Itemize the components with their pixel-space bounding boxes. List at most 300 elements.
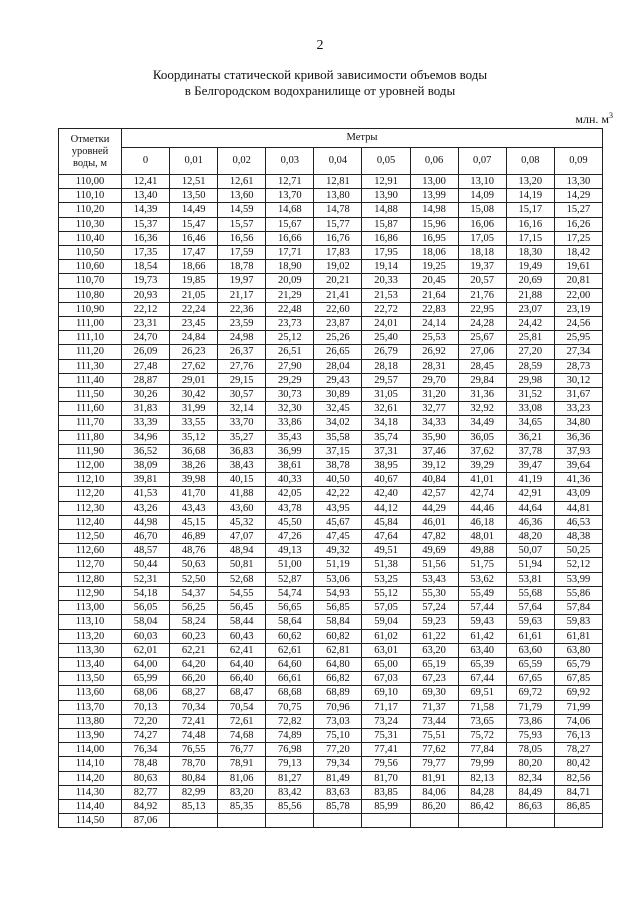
volume-cell: 52,87 <box>266 572 314 586</box>
volume-cell: 29,15 <box>218 373 266 387</box>
table-row <box>59 473 603 487</box>
volume-cell: 47,07 <box>218 530 266 544</box>
column-header: 0,08 <box>506 148 554 175</box>
volume-cell: 47,26 <box>266 530 314 544</box>
volume-cell: 21,29 <box>266 288 314 302</box>
volume-cell: 24,42 <box>506 317 554 331</box>
volume-cell: 44,64 <box>506 501 554 515</box>
volume-cell: 23,45 <box>170 317 218 331</box>
volume-cell: 20,69 <box>506 274 554 288</box>
volume-cell: 44,12 <box>362 501 410 515</box>
page-number: 2 <box>316 38 324 53</box>
volume-cell: 68,27 <box>170 686 218 700</box>
table-row <box>59 657 603 671</box>
table-row <box>59 515 603 529</box>
volume-cell: 68,89 <box>314 686 362 700</box>
volume-cell: 71,79 <box>506 700 554 714</box>
volume-cell: 59,23 <box>410 615 458 629</box>
volume-cell: 19,14 <box>362 260 410 274</box>
volume-cell: 46,01 <box>410 515 458 529</box>
volume-cell: 22,00 <box>554 288 602 302</box>
volume-cell: 21,17 <box>218 288 266 302</box>
volume-cell: 62,81 <box>314 643 362 657</box>
volume-cell: 39,64 <box>554 459 602 473</box>
level-mark-cell: 111,70 <box>59 416 122 430</box>
volume-cell: 21,41 <box>314 288 362 302</box>
table-body <box>59 175 603 828</box>
table-row <box>59 757 603 771</box>
volume-cell: 26,79 <box>362 345 410 359</box>
volume-cell: 59,63 <box>506 615 554 629</box>
volume-cell: 20,09 <box>266 274 314 288</box>
volume-cell: 38,26 <box>170 459 218 473</box>
volume-cell: 25,53 <box>410 331 458 345</box>
volume-cell: 74,68 <box>218 728 266 742</box>
volume-cell: 16,95 <box>410 231 458 245</box>
volume-cell: 75,72 <box>458 728 506 742</box>
level-mark-cell: 112,60 <box>59 544 122 558</box>
volume-cell: 31,67 <box>554 388 602 402</box>
volume-cell: 39,29 <box>458 459 506 473</box>
volume-cell: 64,60 <box>266 657 314 671</box>
table-row <box>59 203 603 217</box>
volume-cell: 13,99 <box>410 189 458 203</box>
volume-cell: 64,80 <box>314 657 362 671</box>
level-mark-cell: 113,70 <box>59 700 122 714</box>
volume-cell: 36,05 <box>458 430 506 444</box>
level-mark-cell: 111,60 <box>59 402 122 416</box>
volume-cell: 73,65 <box>458 714 506 728</box>
volume-cell: 74,89 <box>266 728 314 742</box>
volume-cell: 25,12 <box>266 331 314 345</box>
volume-cell: 40,84 <box>410 473 458 487</box>
volume-cell: 84,92 <box>122 799 170 813</box>
volume-cell: 13,90 <box>362 189 410 203</box>
volume-cell: 55,86 <box>554 586 602 600</box>
volume-cell: 54,37 <box>170 586 218 600</box>
volume-cell: 43,95 <box>314 501 362 515</box>
volume-cell: 61,61 <box>506 629 554 643</box>
volume-cell <box>218 814 266 828</box>
table-row <box>59 814 603 828</box>
volume-cell: 52,31 <box>122 572 170 586</box>
volume-cell: 15,57 <box>218 217 266 231</box>
volume-cell: 20,33 <box>362 274 410 288</box>
table-row <box>59 260 603 274</box>
volume-cell: 16,06 <box>458 217 506 231</box>
volume-cell: 47,64 <box>362 530 410 544</box>
volume-cell: 54,55 <box>218 586 266 600</box>
volume-cell: 46,89 <box>170 530 218 544</box>
level-mark-cell: 110,80 <box>59 288 122 302</box>
volume-cell: 19,73 <box>122 274 170 288</box>
level-mark-cell: 113,90 <box>59 728 122 742</box>
volume-cell: 18,42 <box>554 246 602 260</box>
volume-cell: 61,81 <box>554 629 602 643</box>
volume-cell: 42,40 <box>362 487 410 501</box>
level-mark-cell: 112,10 <box>59 473 122 487</box>
volume-cell: 31,52 <box>506 388 554 402</box>
volume-cell: 54,93 <box>314 586 362 600</box>
volume-cell: 48,94 <box>218 544 266 558</box>
volume-cell: 28,31 <box>410 359 458 373</box>
volume-cell: 18,78 <box>218 260 266 274</box>
volume-cell: 13,30 <box>554 175 602 189</box>
volume-cell: 35,90 <box>410 430 458 444</box>
volume-cell: 73,86 <box>506 714 554 728</box>
volume-cell: 50,63 <box>170 558 218 572</box>
volume-cell: 52,12 <box>554 558 602 572</box>
volume-cell: 42,57 <box>410 487 458 501</box>
volume-cell: 15,96 <box>410 217 458 231</box>
volume-cell: 72,61 <box>218 714 266 728</box>
volume-cell: 44,46 <box>458 501 506 515</box>
volume-cell: 37,31 <box>362 444 410 458</box>
volume-cell: 20,81 <box>554 274 602 288</box>
volume-cell: 33,55 <box>170 416 218 430</box>
volume-cell: 14,59 <box>218 203 266 217</box>
volume-cell: 36,99 <box>266 444 314 458</box>
volume-cell: 51,94 <box>506 558 554 572</box>
volume-cell: 31,83 <box>122 402 170 416</box>
volume-cell: 28,18 <box>362 359 410 373</box>
volume-cell: 86,85 <box>554 799 602 813</box>
volume-cell: 13,80 <box>314 189 362 203</box>
level-mark-cell: 112,20 <box>59 487 122 501</box>
volume-cell: 62,61 <box>266 643 314 657</box>
volume-cell: 70,34 <box>170 700 218 714</box>
volume-cell: 85,78 <box>314 799 362 813</box>
table-row <box>59 530 603 544</box>
volume-cell: 84,06 <box>410 785 458 799</box>
volume-cell: 33,39 <box>122 416 170 430</box>
document-title <box>0 67 640 99</box>
volume-cell: 22,24 <box>170 302 218 316</box>
table-row <box>59 771 603 785</box>
table-row <box>59 743 603 757</box>
volume-cell: 83,63 <box>314 785 362 799</box>
volume-cell: 36,52 <box>122 444 170 458</box>
volume-cell: 15,27 <box>554 203 602 217</box>
volume-cell: 38,43 <box>218 459 266 473</box>
volume-cell: 59,43 <box>458 615 506 629</box>
volume-cell: 76,34 <box>122 743 170 757</box>
volume-cell: 24,01 <box>362 317 410 331</box>
volume-cell: 40,33 <box>266 473 314 487</box>
volume-cell: 45,15 <box>170 515 218 529</box>
level-mark-cell: 111,50 <box>59 388 122 402</box>
volume-cell: 82,34 <box>506 771 554 785</box>
table-row <box>59 728 603 742</box>
volume-cell: 31,20 <box>410 388 458 402</box>
volume-cell: 61,02 <box>362 629 410 643</box>
volume-cell: 43,26 <box>122 501 170 515</box>
volume-cell: 39,81 <box>122 473 170 487</box>
volume-cell: 37,15 <box>314 444 362 458</box>
volume-cell: 24,14 <box>410 317 458 331</box>
volume-cell: 75,93 <box>506 728 554 742</box>
unit-superscript: 3 <box>609 111 613 120</box>
volume-cell: 41,70 <box>170 487 218 501</box>
volume-cell: 38,61 <box>266 459 314 473</box>
level-mark-cell: 111,20 <box>59 345 122 359</box>
volume-cell: 24,56 <box>554 317 602 331</box>
volume-cell: 69,92 <box>554 686 602 700</box>
volume-cell: 25,40 <box>362 331 410 345</box>
volume-cell: 66,61 <box>266 672 314 686</box>
table-row <box>59 416 603 430</box>
volume-cell: 71,37 <box>410 700 458 714</box>
volume-cell: 76,98 <box>266 743 314 757</box>
volume-cell: 76,13 <box>554 728 602 742</box>
table-row <box>59 459 603 473</box>
level-mark-cell: 110,70 <box>59 274 122 288</box>
volume-cell: 74,48 <box>170 728 218 742</box>
volume-table <box>58 128 603 828</box>
volume-cell: 68,06 <box>122 686 170 700</box>
volume-cell: 85,99 <box>362 799 410 813</box>
volume-cell: 27,34 <box>554 345 602 359</box>
volume-cell: 46,18 <box>458 515 506 529</box>
volume-cell: 70,13 <box>122 700 170 714</box>
volume-cell: 84,71 <box>554 785 602 799</box>
level-mark-cell: 111,30 <box>59 359 122 373</box>
level-mark-cell: 114,00 <box>59 743 122 757</box>
volume-cell: 35,43 <box>266 430 314 444</box>
volume-cell: 18,30 <box>506 246 554 260</box>
level-mark-cell: 114,30 <box>59 785 122 799</box>
volume-cell <box>506 814 554 828</box>
volume-cell: 81,27 <box>266 771 314 785</box>
volume-cell: 43,78 <box>266 501 314 515</box>
volume-cell: 22,12 <box>122 302 170 316</box>
volume-cell: 47,82 <box>410 530 458 544</box>
volume-cell: 68,68 <box>266 686 314 700</box>
volume-cell: 21,05 <box>170 288 218 302</box>
volume-cell: 72,41 <box>170 714 218 728</box>
volume-cell <box>266 814 314 828</box>
volume-cell: 34,18 <box>362 416 410 430</box>
volume-cell: 45,32 <box>218 515 266 529</box>
table-row <box>59 388 603 402</box>
volume-cell: 28,59 <box>506 359 554 373</box>
level-mark-cell: 111,00 <box>59 317 122 331</box>
volume-cell: 14,78 <box>314 203 362 217</box>
volume-cell: 64,20 <box>170 657 218 671</box>
volume-cell: 80,84 <box>170 771 218 785</box>
marks-header-line: уровней <box>71 145 109 157</box>
volume-cell: 72,20 <box>122 714 170 728</box>
table-row <box>59 487 603 501</box>
volume-cell: 42,22 <box>314 487 362 501</box>
volume-cell: 77,84 <box>458 743 506 757</box>
volume-cell: 74,06 <box>554 714 602 728</box>
level-mark-cell: 112,30 <box>59 501 122 515</box>
volume-cell: 83,85 <box>362 785 410 799</box>
volume-cell: 16,66 <box>266 231 314 245</box>
volume-cell: 57,05 <box>362 601 410 615</box>
header-row-top <box>59 129 603 148</box>
title-line-2: в Белгородском водохранилище от уровней воды <box>184 83 456 98</box>
volume-cell: 54,18 <box>122 586 170 600</box>
volume-cell: 36,83 <box>218 444 266 458</box>
volume-cell: 30,42 <box>170 388 218 402</box>
volume-cell: 80,63 <box>122 771 170 785</box>
level-mark-cell: 113,80 <box>59 714 122 728</box>
volume-cell: 43,43 <box>170 501 218 515</box>
volume-cell: 25,67 <box>458 331 506 345</box>
volume-cell: 38,78 <box>314 459 362 473</box>
volume-cell: 15,47 <box>170 217 218 231</box>
volume-cell: 24,70 <box>122 331 170 345</box>
level-mark-cell: 112,70 <box>59 558 122 572</box>
volume-cell: 72,82 <box>266 714 314 728</box>
volume-cell: 30,89 <box>314 388 362 402</box>
volume-cell: 33,86 <box>266 416 314 430</box>
volume-cell: 62,41 <box>218 643 266 657</box>
volume-cell: 79,77 <box>410 757 458 771</box>
volume-cell: 83,42 <box>266 785 314 799</box>
volume-cell: 83,20 <box>218 785 266 799</box>
volume-cell: 59,83 <box>554 615 602 629</box>
volume-cell: 21,76 <box>458 288 506 302</box>
volume-cell: 65,59 <box>506 657 554 671</box>
volume-cell: 22,83 <box>410 302 458 316</box>
volume-cell: 74,27 <box>122 728 170 742</box>
volume-cell: 70,75 <box>266 700 314 714</box>
volume-cell: 16,36 <box>122 231 170 245</box>
volume-cell: 27,90 <box>266 359 314 373</box>
volume-cell: 76,77 <box>218 743 266 757</box>
table-row <box>59 402 603 416</box>
volume-cell: 22,36 <box>218 302 266 316</box>
column-header-row <box>59 148 603 175</box>
volume-cell: 14,68 <box>266 203 314 217</box>
column-header: 0,07 <box>458 148 506 175</box>
volume-cell: 53,43 <box>410 572 458 586</box>
volume-cell: 49,88 <box>458 544 506 558</box>
volume-cell: 21,88 <box>506 288 554 302</box>
volume-cell: 67,44 <box>458 672 506 686</box>
volume-cell: 60,03 <box>122 629 170 643</box>
table-row <box>59 317 603 331</box>
volume-cell: 39,12 <box>410 459 458 473</box>
volume-cell: 47,45 <box>314 530 362 544</box>
volume-cell: 81,70 <box>362 771 410 785</box>
volume-cell: 37,46 <box>410 444 458 458</box>
volume-cell: 19,61 <box>554 260 602 274</box>
volume-cell: 13,70 <box>266 189 314 203</box>
table-row <box>59 373 603 387</box>
volume-cell: 65,99 <box>122 672 170 686</box>
volume-cell: 22,95 <box>458 302 506 316</box>
level-mark-cell: 110,50 <box>59 246 122 260</box>
volume-cell: 26,23 <box>170 345 218 359</box>
volume-cell: 51,75 <box>458 558 506 572</box>
volume-cell: 43,60 <box>218 501 266 515</box>
volume-cell: 30,12 <box>554 373 602 387</box>
table-row <box>59 331 603 345</box>
table-row <box>59 175 603 189</box>
level-mark-cell: 113,40 <box>59 657 122 671</box>
volume-cell: 65,19 <box>410 657 458 671</box>
level-mark-cell: 113,00 <box>59 601 122 615</box>
volume-cell: 60,82 <box>314 629 362 643</box>
volume-cell: 59,04 <box>362 615 410 629</box>
volume-cell: 78,91 <box>218 757 266 771</box>
level-mark-cell: 110,30 <box>59 217 122 231</box>
volume-cell: 37,78 <box>506 444 554 458</box>
volume-cell: 35,74 <box>362 430 410 444</box>
level-mark-cell: 113,50 <box>59 672 122 686</box>
table-row <box>59 643 603 657</box>
volume-cell: 63,01 <box>362 643 410 657</box>
volume-cell: 18,54 <box>122 260 170 274</box>
volume-cell: 12,61 <box>218 175 266 189</box>
unit-label <box>575 111 613 127</box>
column-header: 0,09 <box>554 148 602 175</box>
level-mark-cell: 113,20 <box>59 629 122 643</box>
volume-cell: 64,40 <box>218 657 266 671</box>
volume-cell: 50,07 <box>506 544 554 558</box>
volume-cell: 68,47 <box>218 686 266 700</box>
volume-cell: 32,92 <box>458 402 506 416</box>
volume-cell: 17,83 <box>314 246 362 260</box>
volume-cell: 29,01 <box>170 373 218 387</box>
marks-header-line: воды, м <box>72 157 108 169</box>
volume-cell: 33,08 <box>506 402 554 416</box>
table-row <box>59 231 603 245</box>
volume-cell: 23,59 <box>218 317 266 331</box>
volume-cell: 69,10 <box>362 686 410 700</box>
volume-cell: 20,21 <box>314 274 362 288</box>
volume-cell: 40,50 <box>314 473 362 487</box>
volume-cell: 18,66 <box>170 260 218 274</box>
volume-cell: 34,80 <box>554 416 602 430</box>
volume-cell: 26,37 <box>218 345 266 359</box>
volume-cell: 14,29 <box>554 189 602 203</box>
volume-cell: 16,16 <box>506 217 554 231</box>
volume-cell: 66,40 <box>218 672 266 686</box>
volume-cell: 79,56 <box>362 757 410 771</box>
volume-cell: 25,81 <box>506 331 554 345</box>
table-row <box>59 700 603 714</box>
meters-header: Метры <box>122 129 603 148</box>
unit-text: млн. м <box>575 112 609 126</box>
volume-cell: 77,41 <box>362 743 410 757</box>
volume-cell: 40,15 <box>218 473 266 487</box>
level-mark-cell: 113,30 <box>59 643 122 657</box>
volume-cell: 17,05 <box>458 231 506 245</box>
volume-cell: 30,26 <box>122 388 170 402</box>
volume-cell: 19,02 <box>314 260 362 274</box>
volume-cell: 51,19 <box>314 558 362 572</box>
table-row <box>59 799 603 813</box>
table-row <box>59 686 603 700</box>
volume-cell: 69,30 <box>410 686 458 700</box>
volume-cell: 22,48 <box>266 302 314 316</box>
level-mark-cell: 112,50 <box>59 530 122 544</box>
volume-cell: 31,99 <box>170 402 218 416</box>
volume-cell: 75,51 <box>410 728 458 742</box>
volume-cell: 70,54 <box>218 700 266 714</box>
volume-cell: 48,57 <box>122 544 170 558</box>
volume-cell: 63,80 <box>554 643 602 657</box>
level-mark-cell: 113,60 <box>59 686 122 700</box>
volume-cell: 66,20 <box>170 672 218 686</box>
volume-cell: 23,19 <box>554 302 602 316</box>
marks-header-line: Отметки <box>70 133 110 145</box>
